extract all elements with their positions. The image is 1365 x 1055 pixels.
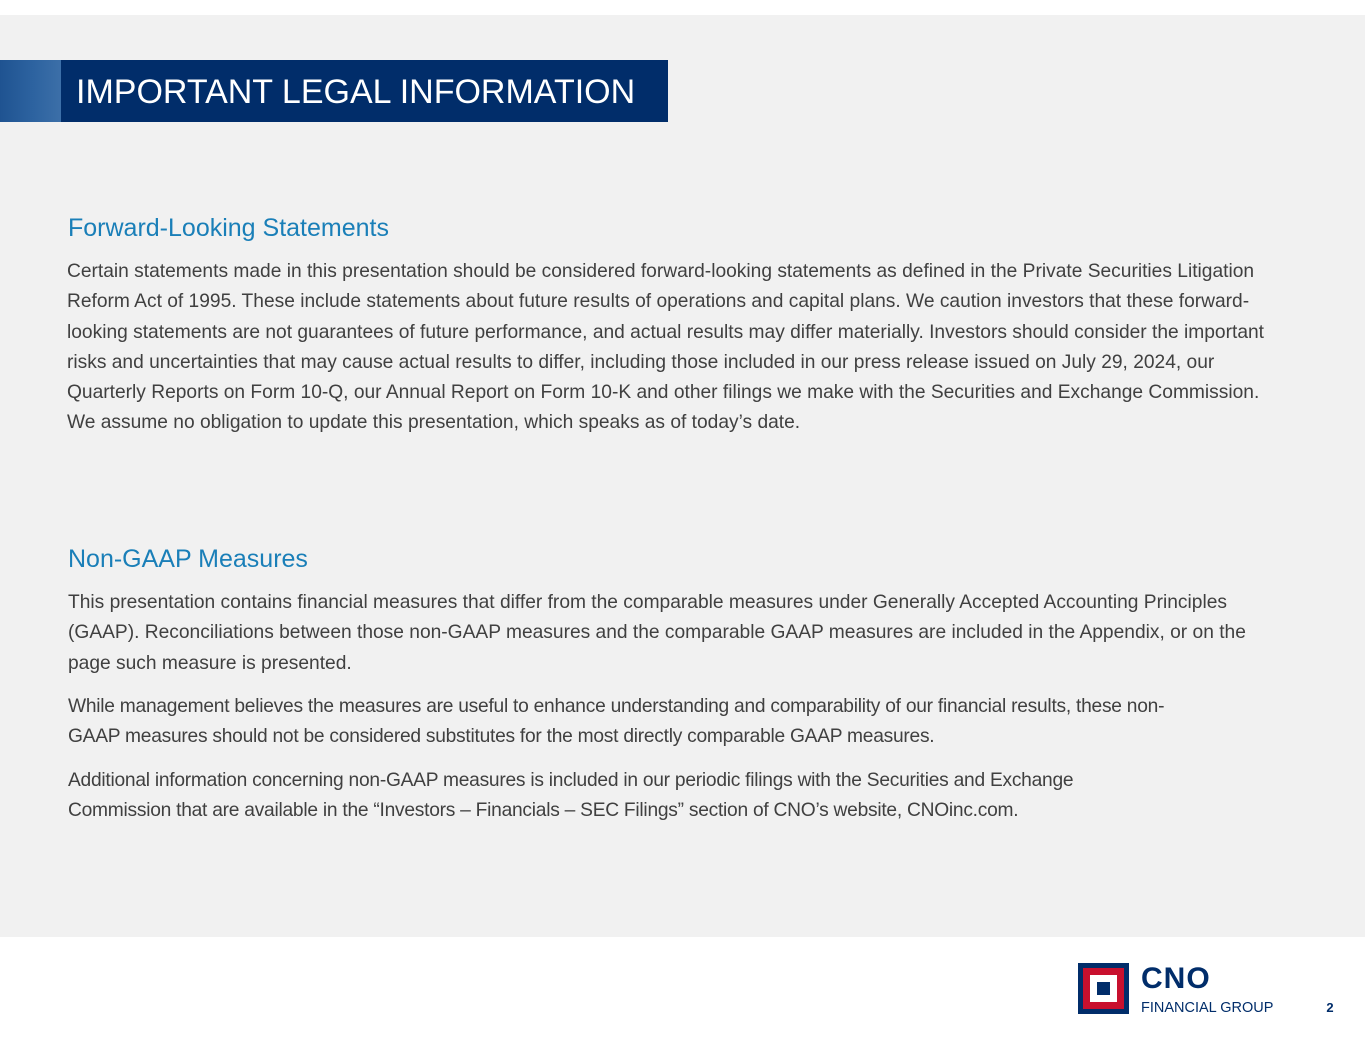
non-gaap-paragraph-3: Additional information concerning non-GAAP measures is included in our periodic filings with the Securities and Exchange Commission that are available in the “Investors – Financials – SEC Filings” section of CNO’s website, CNOinc.com. <box>68 770 1074 822</box>
forward-looking-heading: Forward-Looking Statements <box>68 214 389 242</box>
page-title: IMPORTANT LEGAL INFORMATION <box>76 73 636 111</box>
non-gaap-paragraph-1: This presentation contains financial measures that differ from the comparable measures under Generally Accepted Accounting Principles (GAAP). Reconciliations between those non-GAAP measures and the comparable GAAP measures are included in the Appendix, or on the page such measure is presented. <box>68 592 1246 674</box>
non-gaap-paragraph-2: While management believes the measures are useful to enhance understanding and comparability of our financial results, these non-GAAP measures should not be considered substitutes for the most directly comparable GAAP measures. <box>68 696 1165 748</box>
title-bar-accent <box>0 60 61 122</box>
cno-logo <box>1078 963 1288 1017</box>
page-number: 2 <box>1326 1000 1334 1015</box>
non-gaap-heading: Non-GAAP Measures <box>68 545 308 573</box>
forward-looking-paragraph: Certain statements made in this presentation should be considered forward-looking statements as defined in the Private Securities Litigation Reform Act of 1995. These include statements about future results of operations and capital plans. We caution investors that these forward-looking statements are not guarantees of future performance, and actual results may differ materially. Investors should consider the important risks and uncertainties that may cause actual results to differ, including those included in our press release issued on July 29, 2024, our Quarterly Reports on Form 10-Q, our Annual Report on Form 10-K and other filings we make with the Securities and Exchange Commission. We assume no obligation to update this presentation, which speaks as of today’s date. <box>67 261 1264 434</box>
cno-logo-mark <box>1078 963 1129 1014</box>
logo-tagline: FINANCIAL GROUP <box>1141 1000 1274 1016</box>
logo-wordmark: CNO <box>1141 962 1211 995</box>
title-bar <box>0 60 668 122</box>
